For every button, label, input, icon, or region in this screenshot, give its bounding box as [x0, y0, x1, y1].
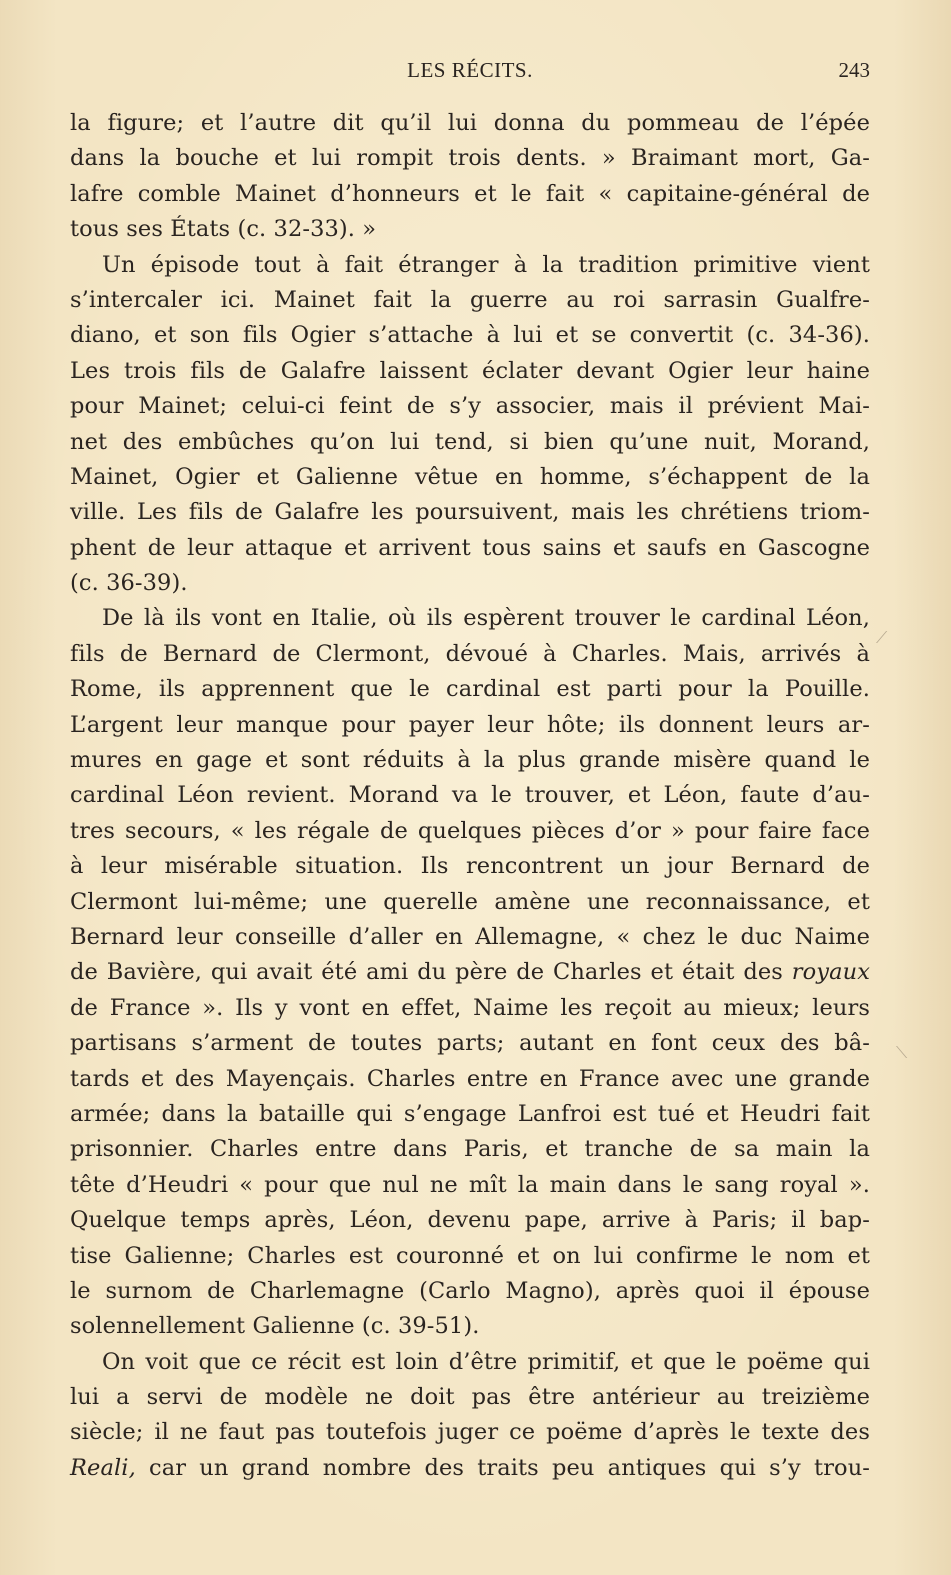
text-line: L’argent leur manque pour payer leur hôte; ils donnent leurs ar-	[70, 711, 870, 738]
paragraph-start-line: On voit que ce récit est loin d’être primitif, et que le poëme qui	[102, 1348, 870, 1375]
text-line-with-italic	[70, 1451, 870, 1486]
text-line: net des embûches qu’on lui tend, si bien qu’une nuit, Morand,	[70, 428, 870, 455]
italic-word: Reali,	[70, 1454, 136, 1481]
text-line: cardinal Léon revient. Morand va le trouver, et Léon, faute d’au-	[70, 782, 870, 809]
line-segment: de Bavière, qui avait été ami du père de Charles et était des royaux	[70, 959, 870, 986]
text-line: mures en gage et sont réduits à la plus grande misère quand le	[70, 747, 870, 774]
text-line: Rome, ils apprennent que le cardinal est parti pour la Pouille.	[70, 676, 870, 703]
text-line: le surnom de Charlemagne (Carlo Magno), après quoi il épouse	[70, 1277, 870, 1304]
text-line: Mainet, Ogier et Galienne vêtue en homme, s’échappent de la	[70, 463, 870, 490]
text-line: la figure; et l’autre dit qu’il lui donna du pommeau de l’épée	[70, 110, 870, 136]
text-line: à leur misérable situation. Ils rencontrent un jour Bernard de	[70, 853, 870, 880]
text-line-with-italic	[70, 955, 870, 990]
page-header	[70, 58, 870, 88]
italic-word: royaux	[791, 959, 870, 986]
margin-pencil-mark: ⟋	[876, 628, 888, 647]
text-line: Quelque temps après, Léon, devenu pape, arrive à Paris; il bap-	[70, 1207, 870, 1234]
text-line: Les trois fils de Galafre laissent éclater devant Ogier leur haine	[70, 357, 870, 384]
text-line: ville. Les fils de Galafre les poursuivent, mais les chrétiens triom-	[70, 499, 870, 526]
text-line: tête d’Heudri « pour que nul ne mît la main dans le sang royal ».	[70, 1171, 870, 1198]
line-segment: Reali, car un grand nombre des traits peu antiques qui s’y trou-	[70, 1454, 870, 1481]
text-line: Bernard leur conseille d’aller en Allemagne, « chez le duc Naime	[70, 923, 870, 950]
text-line: lui a servi de modèle ne doit pas être antérieur au treizième	[70, 1384, 870, 1411]
text-line: siècle; il ne faut pas toutefois juger ce poëme d’après le texte des	[70, 1419, 870, 1446]
page-number: 243	[838, 58, 870, 82]
text-line: lafre comble Mainet d’honneurs et le fait « capitaine-général de	[70, 180, 870, 207]
text-line: Clermont lui-même; une querelle amène une reconnaissance, et	[70, 888, 870, 915]
text-line: tres secours, « les régale de quelques pièces d’or » pour faire face	[70, 817, 870, 844]
text-line: prisonnier. Charles entre dans Paris, et tranche de sa main la	[70, 1136, 870, 1163]
text-line: partisans s’arment de toutes parts; autant en font ceux des bâ-	[70, 1030, 870, 1057]
text-line: diano, et son fils Ogier s’attache à lui et se convertit (c. 34-36).	[70, 322, 870, 349]
text-line: phent de leur attaque et arrivent tous sains et saufs en Gascogne	[70, 534, 870, 561]
running-head: LES RÉCITS.	[407, 58, 533, 82]
text-line: armée; dans la bataille qui s’engage Lanfroi est tué et Heudri fait	[70, 1100, 870, 1127]
body-text	[70, 106, 870, 1486]
text-line: pour Mainet; celui-ci feint de s’y associer, mais il prévient Mai-	[70, 393, 870, 420]
text-line: tise Galienne; Charles est couronné et on lui confirme le nom et	[70, 1242, 870, 1269]
text-line: solennellement Galienne (c. 39-51).	[70, 1313, 480, 1340]
text-line: fils de Bernard de Clermont, dévoué à Charles. Mais, arrivés à	[70, 640, 870, 667]
text-line: tards et des Mayençais. Charles entre en France avec une grande	[70, 1065, 870, 1092]
text-line: de France ». Ils y vont en effet, Naime les reçoit au mieux; leurs	[70, 994, 870, 1021]
margin-pencil-mark: ⟍	[896, 1043, 908, 1062]
text-line: dans la bouche et lui rompit trois dents. » Braimant mort, Ga-	[70, 145, 870, 172]
text-line: (c. 36-39).	[70, 570, 188, 597]
text-line: s’intercaler ici. Mainet fait la guerre au roi sarrasin Gualfre-	[70, 286, 870, 313]
paragraph-start-line: De là ils vont en Italie, où ils espèrent trouver le cardinal Léon,	[102, 605, 870, 632]
text-line: tous ses États (c. 32-33). »	[70, 216, 377, 243]
paragraph-start-line: Un épisode tout à fait étranger à la tradition primitive vient	[102, 251, 870, 278]
